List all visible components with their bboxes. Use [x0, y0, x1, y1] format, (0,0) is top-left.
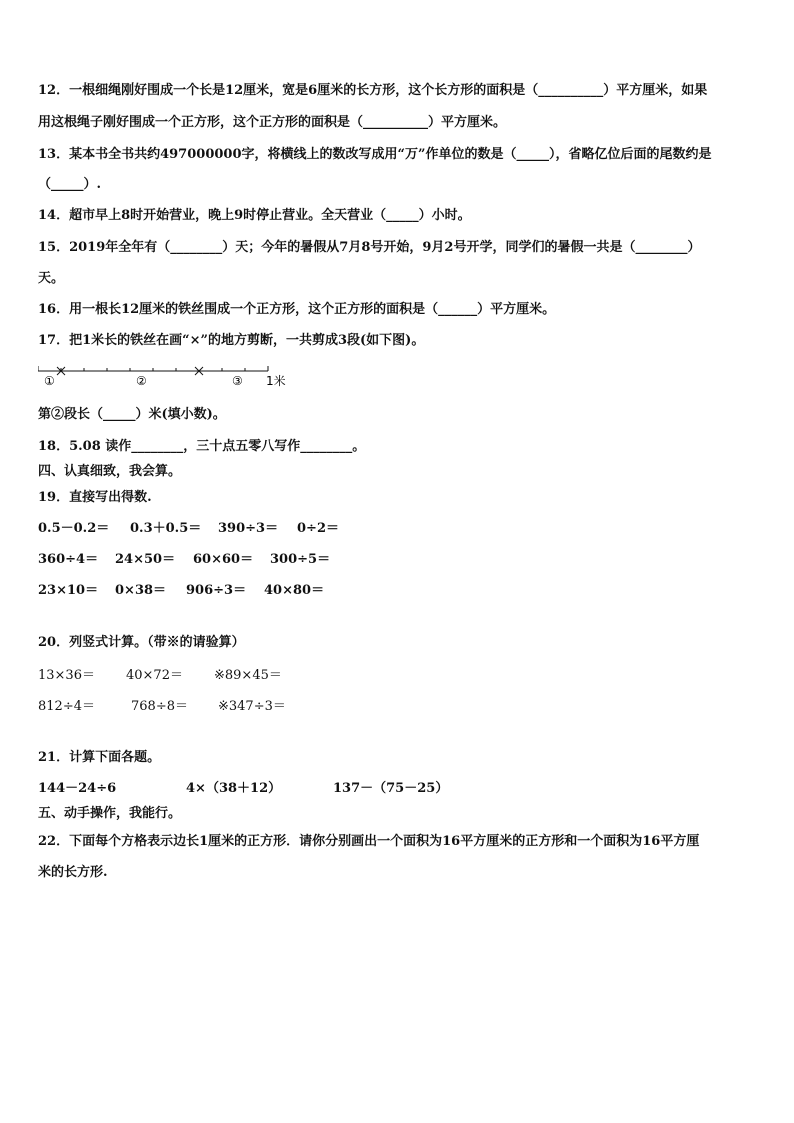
q17-line2: 第②段长（_____）米(填小数)。	[38, 407, 226, 422]
section4-heading: 四、认真细致，我会算。	[38, 464, 182, 479]
q19-item: 23×10＝	[38, 583, 99, 598]
q20-title: 20．列竖式计算。（带※的请验算）	[38, 635, 245, 650]
q21-item: 4×（38＋12）	[186, 781, 282, 796]
cut-wire-diagram	[38, 365, 298, 391]
q19-item: 0.5－0.2＝	[38, 521, 110, 536]
q19-item: 390÷3＝	[218, 521, 279, 536]
q20-item: 768÷8＝	[131, 699, 188, 714]
q21-item: 137－（75－25）	[333, 781, 449, 796]
ruler-label-1: ①	[44, 374, 55, 388]
q15-line2: 天。	[38, 271, 65, 286]
q18-line1: 18．5.08 读作________，三十点五零八写作________。	[38, 439, 366, 454]
ruler-label-2: ②	[136, 374, 147, 388]
ruler-label-3: ③	[232, 374, 243, 388]
q19-item: 0×38＝	[115, 583, 167, 598]
q13-line1: 13．某本书全书共约497000000字，将横线上的数改写成用“万”作单位的数是（_____），省略亿位后面的尾数约是	[38, 147, 712, 162]
q19-item: 0.3＋0.5＝	[130, 521, 202, 536]
q19-item: 360÷4＝	[38, 552, 99, 567]
q20-item: 40×72＝	[126, 668, 183, 683]
ruler-label-end: 1米	[266, 374, 286, 388]
q19-item: 300÷5＝	[270, 552, 331, 567]
q17-line1: 17．把1米长的铁丝在画“×”的地方剪断，一共剪成3段(如下图)。	[38, 333, 425, 348]
q19-item: 0÷2＝	[297, 521, 339, 536]
q15-line1: 15．2019年全年有（________）天；今年的暑假从7月8号开始，9月2号开学，同学们的暑假一共是（________）	[38, 240, 701, 255]
q19-item: 24×50＝	[115, 552, 176, 567]
q21-title: 21．计算下面各题。	[38, 750, 161, 765]
q20-item: ※89×45＝	[214, 668, 282, 683]
q13-line2: （_____）.	[38, 177, 102, 192]
q12-line1: 12．一根细绳刚好围成一个长是12厘米，宽是6厘米的长方形，这个长方形的面积是（__________）平方厘米，如果	[38, 83, 708, 98]
q21-item: 144－24÷6	[38, 781, 117, 796]
q19-title: 19．直接写出得数.	[38, 490, 152, 505]
section5-heading: 五、动手操作，我能行。	[38, 806, 182, 821]
q12-line2: 用这根绳子刚好围成一个正方形，这个正方形的面积是（__________）平方厘米。	[38, 115, 507, 130]
q22-line1: 22．下面每个方格表示边长1厘米的正方形．请你分别画出一个面积为16平方厘米的正方形和一个面积为16平方厘	[38, 834, 700, 849]
q20-item: 13×36＝	[38, 668, 95, 683]
q14-line1: 14．超市早上8时开始营业，晚上9时停止营业。全天营业（_____）小时。	[38, 208, 471, 223]
q16-line1: 16．用一根长12厘米的铁丝围成一个正方形，这个正方形的面积是（______）平方厘米。	[38, 302, 556, 317]
q19-item: 906÷3＝	[186, 583, 247, 598]
q22-line2: 米的长方形.	[38, 865, 108, 880]
q19-item: 40×80＝	[264, 583, 325, 598]
q19-item: 60×60＝	[193, 552, 254, 567]
q20-item: ※347÷3＝	[218, 699, 286, 714]
q20-item: 812÷4＝	[38, 699, 95, 714]
